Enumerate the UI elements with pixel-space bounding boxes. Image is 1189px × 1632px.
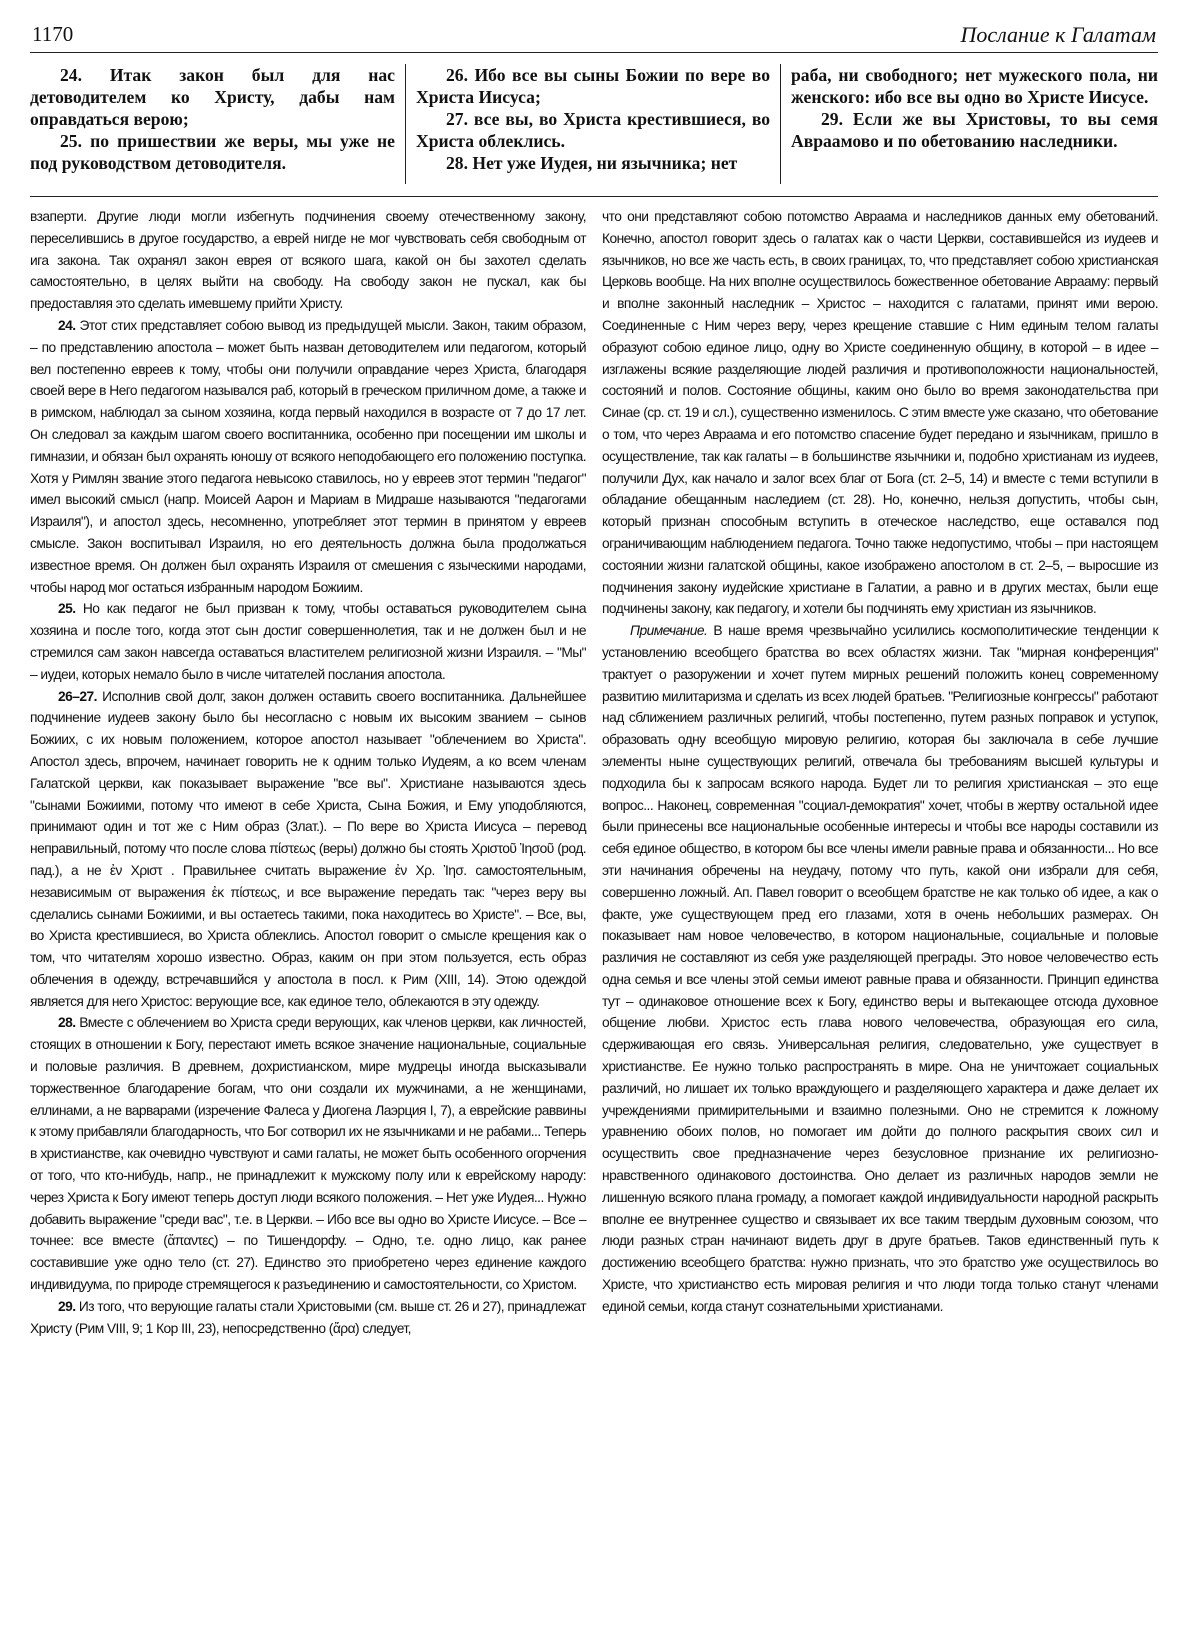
- commentary-paragraph: 28. Вместе с облечением во Христа среди верующих, как членов церкви, как личностей, стоящих в отношении к Богу, перестают иметь всякое значение национальные, социальные и половые различия. В древнем, дохристианском, мире мудрецы иногда высказывали торжественное благодарение богам, что они создали их мужчинами, а не женщинами, еллинами, а не варварами (изречение Фалеса у Диогена Лаэрция I, 7), а еврейские раввины к этому прибавляли благодарность, что Бог сотворил их не язычниками и не рабами... Теперь в христианстве, как очевидно чувствуют и сами галаты, не может быть особенного огорчения от того, что кто-нибудь, напр., не принадлежит к мужскому полу или к еврейскому народу: через Христа к Богу имеют теперь доступ люди всякого положения. – Нет уже Иудея... Нужно добавить выражение "среди вас", т.е. в Церкви. – Ибо все вы одно во Христе Иисусе. – Все – точнее: все вместе (ἅπαντες) – по Тишендорфу. – Одно, т.е. одно лицо, как ранее составившие уже одно тело (ст. 27). Единство это приобретено через единение каждого индивидуума, по природе стремящегося к разъединению и самостоятельности, со Христом.: [30, 1015, 586, 1293]
- verse-number: 25.: [58, 601, 76, 617]
- verse-29: 29. Если же вы Христовы, то вы семя Авраамово и по обетованию наследники.: [791, 109, 1158, 151]
- scripture-column-2: [405, 64, 780, 184]
- page-number: 1170: [32, 22, 74, 46]
- scripture-text: [30, 64, 1158, 184]
- verse-number: 24.: [58, 317, 76, 333]
- verse-number: 28.: [58, 1015, 76, 1031]
- commentary-paragraph: взаперти. Другие люди могли избегнуть подчинения своему отечественному закону, переселившись в другое государство, а еврей нигде не мог чувствовать себя свободным от ига закона. Так охранял закон еврея от всякого шага, какой он бы захотел сделать самостоятельно, в целях выйти на свободу. На свободу закон не пускал, как бы предоставляя это сделать имевшему прийти Христу.: [30, 209, 586, 312]
- verse-26: 26. Ибо все вы сыны Божии по вере во Христа Иисуса;: [416, 65, 770, 107]
- scripture-column-1: [30, 64, 405, 184]
- verse-24: 24. Итак закон был для нас детоводителем ко Христу, дабы нам оправдаться верою;: [30, 65, 395, 129]
- commentary-paragraph: 29. Из того, что верующие галаты стали Христовыми (см. выше ст. 26 и 27), принадлежат Христу (Рим VIII, 9; 1 Кор III, 23), непосредственно (ἄρα) следует,: [30, 1298, 586, 1336]
- commentary-paragraph: 24. Этот стих представляет собою вывод из предыдущей мысли. Закон, таким образом, – по представлению апостола – может быть назван детоводителем или педагогом, который вел постепенно евреев к тому, чтобы они получили оправдание через Христа, благодаря своей вере в Него педагогом назывался раб, который в греческом приличном доме, а также и в римском, наблюдал за сыном хозяина, когда первый находился в возрасте от 7 до 17 лет. Он следовал за каждым шагом своего воспитанника, особенно при посещении им школы и гимназии, и обязан был охранять юношу от всякого неподобающего его положению поступка. Хотя у Римлян звание этого педагога невысоко ставилось, но у евреев этот термин "педагог" имел высокий смысл (напр. Моисей Аарон и Мариам в Мидраше называются "педагогами Израиля"), и апостол здесь, несомненно, употребляет этот термин в принятом у евреев смысле. Закон воспитывал Израиля, но его деятельность должна была продолжаться известное время. Он должен был охранять Израиля от смешения с языческими народами, чтобы народ мог остаться избранным народом Божиим.: [30, 317, 586, 595]
- scripture-column-3: [780, 64, 1158, 184]
- running-title: Послание к Галатам: [960, 22, 1156, 47]
- commentary-paragraph: 25. Но как педагог не был призван к тому, чтобы оставаться руководителем сына хозяина и после того, когда этот сын достиг совершеннолетия, так и не должен был и не стремился сам закон навсегда оставаться властителем религиозной жизни Израиля. – "Мы" – иудеи, которых немало было в числе читателей послания апостола.: [30, 601, 586, 682]
- verse-25: 25. по пришествии же веры, мы уже не под руководством детоводителя.: [30, 131, 395, 173]
- verse-28: 28. Нет уже Иудея, ни язычника; нет: [446, 153, 738, 173]
- note-label: Примечание.: [630, 623, 708, 639]
- commentary-paragraph: что они представляют собою потомство Авраама и наследников данных ему обетований. Конечно, апостол говорит здесь о галатах как о части Церкви, составившейся из иудеев и язычников, но все же часть есть, в своих границах, то, что представляет собою христианская Церковь вообще. На них вполне осуществилось божественное обетование Аврааму: первый и вполне законный наследник – Христос – находится с галатами, принят ими верою. Соединенные с Ним через веру, через крещение ставшие с Ним единым телом галаты образуют собою единое лицо, одну во Христе соединенную общину, в которой – в идее – изглажены всякие разделяющие людей различия и противоположности национальностей, состояний и полов. Состояние общины, каким оно было во время законодательства при Синае (ср. ст. 19 и сл.), существенно изменилось. С этим вместе уже сказано, что обетование о том, что через Авраама и его потомство спасение будет передано и язычникам, пришло в осуществление, так как галаты – в большинстве язычники и, подобно христианам из иудеев, получили Дух, как начало и залог всех благ от Бога (ст. 2–5, 14) и вместе с теми вступили в обладание обещанным наследием (ст. 28). Но, конечно, нельзя допустить, чтобы сын, который признан способным вступить в отеческое наследство, еще оставался под ограничивающим наблюдением педагога. Точно также недопустимо, чтобы – при настоящем состоянии жизни галатской общины, какое изображено апостолом в ст. 2–5, – выросшие из подчинения закону иудейские христиане в Галатии, а равно и в других местах, были еще подчинены закону, как педагогу, и хотели бы подчинять ему христиан из язычников.: [602, 209, 1158, 617]
- page-header: [30, 18, 1158, 53]
- verse-27: 27. все вы, во Христа крестившиеся, во Христа облеклись.: [416, 109, 770, 151]
- commentary-column-left: [30, 206, 586, 1606]
- verse-number: 29.: [58, 1298, 76, 1314]
- commentary: [30, 206, 1158, 1606]
- verse-number: 26–27.: [58, 688, 97, 704]
- commentary-column-right: [602, 206, 1158, 1606]
- divider: [30, 196, 1158, 197]
- commentary-note: Примечание. В наше время чрезвычайно усилились космополитические тенденции к установлению всеобщего братства во всех областях жизни. Так "мирная конференция" трактует о разоружении и хочет путем мирных решений положить конец современному развитию милитаризма и сделать из всех людей братьев. "Религиозные конгрессы" работают над сближением различных религий, чтобы постепенно, путем разных поправок и уступок, образовать одну всеобщую мировую религию, которая бы заключала в себе лучшие элементы ныне существующих религий, отвечала бы требованиям высшей культуры и подходила бы к запросам всякого народа. Будет ли то религия христианская – это еще вопрос... Наконец, современная "социал-демократия" хочет, чтобы в жертву остальной идее были принесены все национальные особенные интересы и чтобы все народы составили из себя единое общество, в котором бы все члены имели равные права и обязанности... Но все эти начинания обречены на неудачу, потому что путь, какой они избрали для себя, совершенно ложный. Ап. Павел говорит о всеобщем братстве не как только об идее, а как о факте, уже существующем пред его глазами, хотя в очень небольших размерах. Он показывает нам новое человечество, в котором национальные, социальные и половые различия не составляют из себя уже разделяющей преграды. Это новое человечество есть одна семья и все члены этой семьи имеют равные права и обязанности. Принцип единства тут – одинаковое отношение всех к Богу, единство веры и вытекающее отсюда духовное общение любви. Христос есть глава нового человечества, образующая его сила, сдерживающая его связь. Универсальная религия, следовательно, уже существует в христианстве. Ее нужно только распространять в мире. Она не уничтожает социальных различий, но лишает их только враждующего и разделяющего характера и даже делает их учреждениями примирительными и взаимно полезными. Оно не стремится к ложному уравнению обоих полов, но помогает им дойти до полного раскрытия своих сил и осуществить свое предназначение через безусловное признание их религиозно-нравственного одинакового достоинства. Оно делает из различных народов земли не лишенную всякого плана громаду, а помогает каждой индивидуальности народной раскрыть вполне ее внутреннее существо и связывает их все таким твердым духовным союзом, что люди разных стран начинают видеть друг в друге братьев. Таков единственный путь к достижению всеобщего братства: нужно признать, что это братство уже осуществилось во Христе, что христианство есть мировая религия и что люди тогда только станут членами единой семьи, когда станут сознательными христианами.: [602, 623, 1158, 1314]
- commentary-paragraph: 26–27. Исполнив свой долг, закон должен оставить своего воспитанника. Дальнейшее подчинение иудеев закону было бы несогласно с новым их высоким званием – сынов Божиих, с их новым положением, которое апостол называет "облечением во Христа". Апостол здесь, впрочем, начинает говорить не к одним только Иудеям, а ко всем членам Галатской церкви, как показывает выражение "все вы". Христиане называются здесь "сынами Божиими, потому что имеют в себе Христа, Сына Божия, и Ему уподобляются, принимают один и тот же с Ним образ (Злат.). – По вере во Христа Иисуса – перевод неправильный, потому что после слова πίστεως (веры) должно бы стоять Χριστοῦ Ἰησοῦ (род. пад.), а не ἐν Χριστ . Правильнее считать выражение ἐν Χρ. Ἰησ. самостоятельным, независимым от выражения ἐκ πίστεως, и все выражение передать так: "через веру вы сделались сынами Божиими, и вы остаетесь такими, пока находитесь во Христе". – Все, вы, во Христа крестившиеся, во Христа облеклись. Апостол говорит о смысле крещения как о том, что читателям хорошо известно. Образ, каким он при этом пользуется, есть образ облечения в одежду, встречавшийся у апостола в посл. к Рим (XIII, 14). Этою одеждой является для него Христос: верующие все, как единое тело, облекаются в эту одежду.: [30, 688, 586, 1009]
- verse-28-continued: раба, ни свободного; нет мужеского пола, ни женского: ибо все вы одно во Христе Иисусе.: [791, 65, 1158, 107]
